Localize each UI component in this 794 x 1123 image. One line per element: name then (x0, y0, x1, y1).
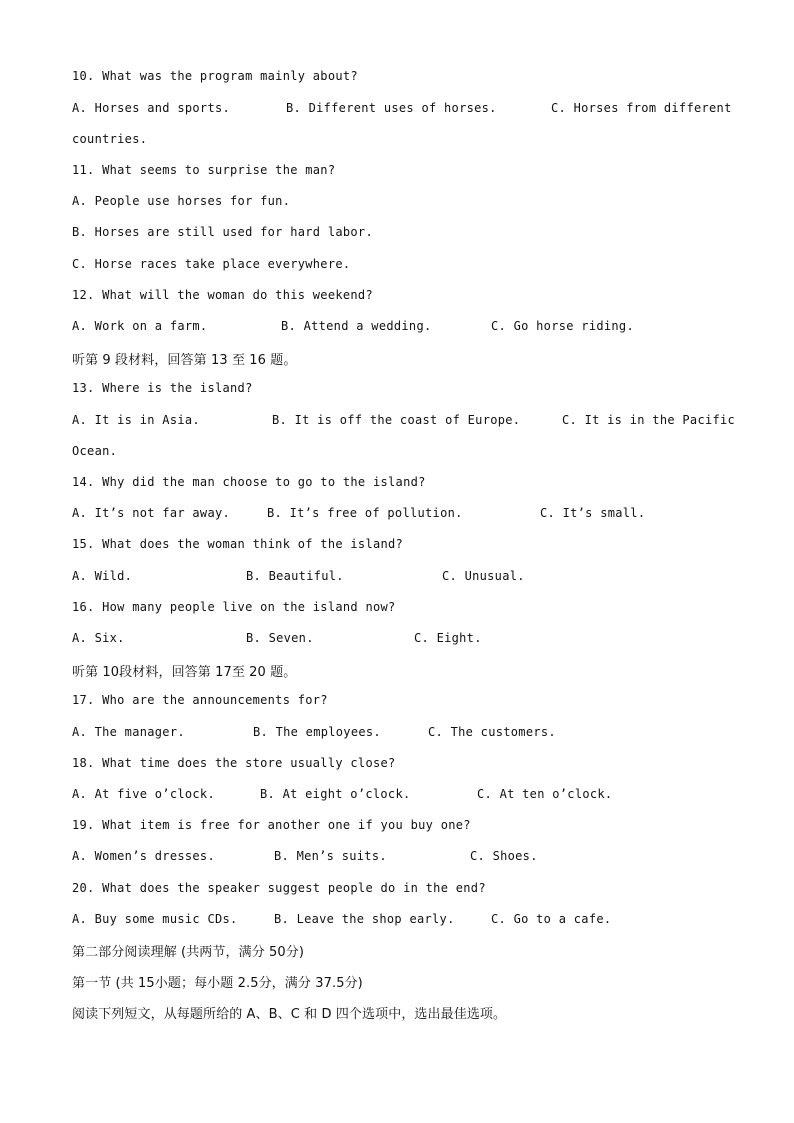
question-10: 10. What was the program mainly about? (72, 69, 358, 83)
question-18-options (72, 787, 722, 803)
option-c: C. The customers. (428, 725, 556, 739)
question-16-options (72, 631, 722, 647)
option-c-continuation: countries. (72, 132, 148, 146)
question-17-options (72, 725, 722, 741)
question-19: 19. What item is free for another one if you buy one? (72, 818, 471, 832)
option-a: A. Horses and sports. (72, 101, 231, 115)
option-a: A. Work on a farm. (72, 319, 208, 333)
option-a: A. Wild. (72, 569, 133, 583)
part-2-heading: 第二部分阅读理解 (共两节，满分 50分) (72, 945, 305, 960)
question-16: 16. How many people live on the island now? (72, 600, 396, 614)
section-10-instruction: 听第 10段材料，回答第 17至 20 题。 (72, 665, 297, 680)
question-15-options (72, 569, 722, 585)
option-c: C. Shoes. (470, 849, 538, 863)
question-14-options (72, 506, 722, 522)
question-10-options (72, 101, 732, 117)
option-b: B. Men’s suits. (274, 849, 387, 863)
question-20: 20. What does the speaker suggest people do in the end? (72, 881, 486, 895)
section-9-instruction: 听第 9 段材料，回答第 13 至 16 题。 (72, 353, 297, 368)
question-17: 17. Who are the announcements for? (72, 693, 328, 707)
option-c: C. Horse races take place everywhere. (72, 257, 351, 271)
option-a: A. It’s not far away. (72, 506, 231, 520)
option-a: A. At five o’clock. (72, 787, 215, 801)
question-12: 12. What will the woman do this weekend? (72, 288, 373, 302)
option-b: B. Different uses of horses. (286, 101, 497, 115)
question-12-options (72, 319, 722, 335)
option-b: B. It is off the coast of Europe. (272, 413, 521, 427)
reading-instruction: 阅读下列短文，从每题所给的 A、B、C 和 D 四个选项中，选出最佳选项。 (72, 1007, 507, 1022)
option-c: C. Go to a cafe. (491, 912, 612, 926)
question-19-options (72, 849, 722, 865)
option-b: B. Beautiful. (246, 569, 344, 583)
option-b: B. It’s free of pollution. (267, 506, 463, 520)
question-14: 14. Why did the man choose to go to the island? (72, 475, 426, 489)
option-b: B. Seven. (246, 631, 314, 645)
option-a: A. Women’s dresses. (72, 849, 215, 863)
option-c: C. It’s small. (540, 506, 646, 520)
option-a: A. It is in Asia. (72, 413, 200, 427)
option-a: A. The manager. (72, 725, 185, 739)
part-2-section-1-heading: 第一节 (共 15小题；每小题 2.5分，满分 37.5分) (72, 976, 363, 991)
option-c: C. At ten o’clock. (477, 787, 613, 801)
question-18: 18. What time does the store usually close? (72, 756, 396, 770)
question-13-options (72, 413, 736, 429)
option-c: C. Unusual. (442, 569, 525, 583)
option-a: A. Six. (72, 631, 125, 645)
question-15: 15. What does the woman think of the island? (72, 537, 404, 551)
option-c-continuation: Ocean. (72, 444, 118, 458)
option-c: C. It is in the Pacific (562, 413, 736, 427)
option-b: B. Attend a wedding. (281, 319, 432, 333)
option-c: C. Horses from different (551, 101, 732, 115)
option-b: B. Horses are still used for hard labor. (72, 225, 373, 239)
option-a: A. People use horses for fun. (72, 194, 291, 208)
option-a: A. Buy some music CDs. (72, 912, 238, 926)
option-b: B. The employees. (253, 725, 381, 739)
question-11: 11. What seems to surprise the man? (72, 163, 336, 177)
option-c: C. Go horse riding. (491, 319, 634, 333)
question-20-options (72, 912, 722, 928)
option-b: B. Leave the shop early. (274, 912, 455, 926)
question-13: 13. Where is the island? (72, 381, 253, 395)
option-b: B. At eight o’clock. (260, 787, 411, 801)
option-c: C. Eight. (414, 631, 482, 645)
